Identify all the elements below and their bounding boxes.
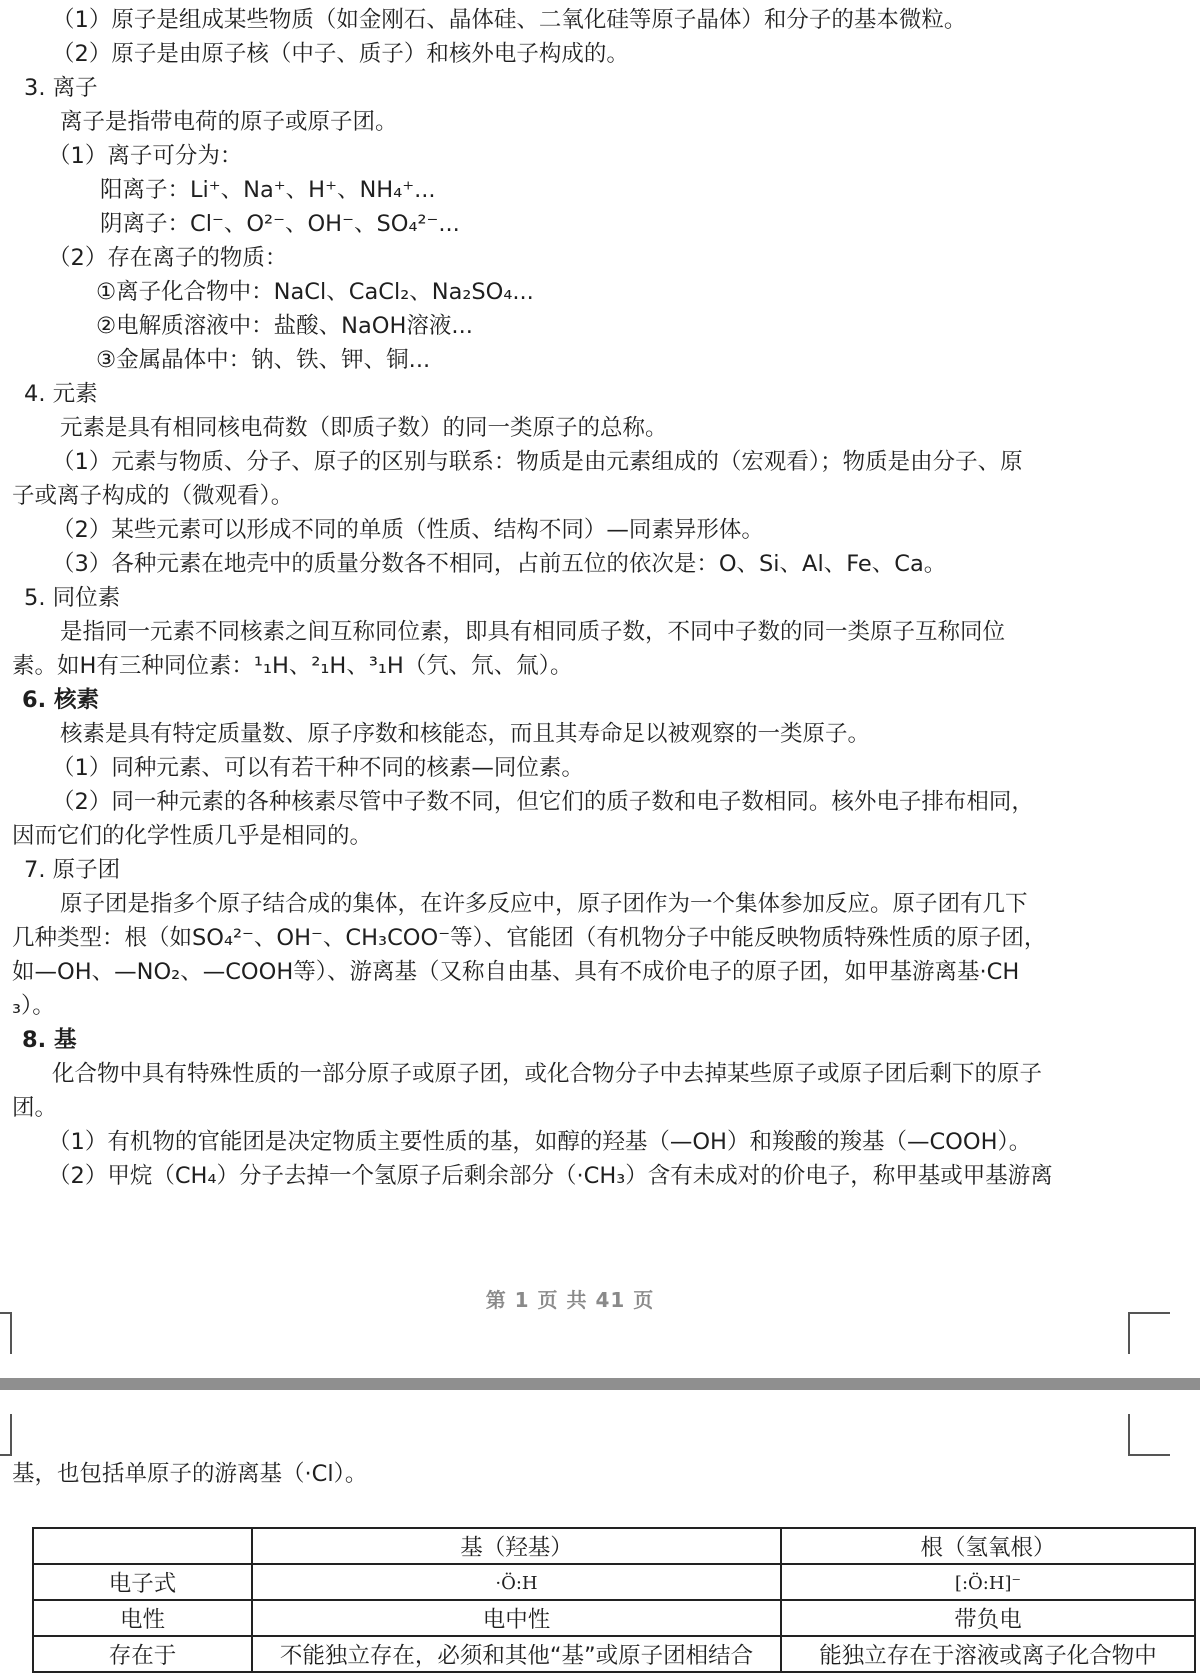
table-header-cell: 基（羟基）	[252, 1528, 781, 1564]
table-row	[33, 1600, 1195, 1636]
text-line: 如—OH、—NO₂、—COOH等）、游离基（又称自由基、具有不成价电子的原子团，如甲基游离基·CH	[12, 959, 1020, 985]
text-line: 阳离子：Li⁺、Na⁺、H⁺、NH₄⁺...	[100, 177, 436, 203]
table-cell: 能独立存在于溶液或离子化合物中	[781, 1636, 1195, 1672]
table-header-cell	[33, 1528, 252, 1564]
row-label: 电子式	[33, 1564, 252, 1600]
table-row	[33, 1636, 1195, 1672]
text-line: ②电解质溶液中：盐酸、NaOH溶液...	[96, 313, 473, 339]
section-heading: 7. 原子团	[24, 857, 121, 883]
text-line: 离子是指带电荷的原子或原子团。	[60, 109, 398, 135]
section-heading: 8. 基	[22, 1027, 77, 1053]
page-number: 第 1 页 共 41 页	[485, 1288, 655, 1312]
text-line: （1）同种元素、可以有若干种不同的核素—同位素。	[52, 755, 584, 781]
crop-mark	[1128, 1312, 1170, 1354]
text-line: 是指同一元素不同核素之间互称同位素，即具有相同质子数，不同中子数的同一类原子互称同位	[60, 619, 1006, 645]
text-line: （1）元素与物质、分子、原子的区别与联系：物质是由元素组成的（宏观看）；物质是由分子、原	[52, 449, 1023, 475]
text-line: （2）某些元素可以形成不同的单质（性质、结构不同）—同素异形体。	[52, 517, 764, 543]
text-line: （1）离子可分为：	[48, 143, 243, 169]
text-line: （2）甲烷（CH₄）分子去掉一个氢原子后剩余部分（·CH₃）含有未成对的价电子，称甲基或甲基游离	[48, 1163, 1053, 1189]
text-line: （2）同一种元素的各种核素尽管中子数不同，但它们的质子数和电子数相同。核外电子排布相同，	[52, 789, 1034, 815]
table-header-row	[33, 1528, 1195, 1564]
comparison-table	[32, 1527, 1196, 1673]
crop-mark	[0, 1312, 12, 1354]
text-line: 因而它们的化学性质几乎是相同的。	[12, 823, 373, 849]
table-cell: 不能独立存在，必须和其他“基”或原子团相结合	[252, 1636, 781, 1672]
text-line: 几种类型：根（如SO₄²⁻、OH⁻、CH₃COO⁻等）、官能团（有机物分子中能反映物质特殊性质的原子团，	[12, 925, 1047, 951]
section-heading: 4. 元素	[24, 381, 98, 407]
text-line: 元素是具有相同核电荷数（即质子数）的同一类原子的总称。	[60, 415, 668, 441]
table-cell	[781, 1564, 1195, 1600]
text-line: 化合物中具有特殊性质的一部分原子或原子团，或化合物分子中去掉某些原子或原子团后剩下的原子	[52, 1061, 1043, 1087]
text-line: （1）原子是组成某些物质（如金刚石、晶体硅、二氧化硅等原子晶体）和分子的基本微粒。	[52, 7, 967, 33]
table-row	[33, 1564, 1195, 1600]
text-line: 阴离子：Cl⁻、O²⁻、OH⁻、SO₄²⁻...	[100, 211, 460, 237]
text-line: 团。	[12, 1095, 58, 1121]
text-line: （3）各种元素在地壳中的质量分数各不相同，占前五位的依次是：O、Si、Al、Fe、Ca。	[52, 551, 947, 577]
text-line: ₃）。	[12, 993, 55, 1019]
text-line: 子或离子构成的（微观看）。	[12, 483, 294, 509]
text-line: 素。如H有三种同位素：¹₁H、²₁H、³₁H（氕、氘、氚）。	[12, 653, 573, 679]
text-line: （1）有机物的官能团是决定物质主要性质的基，如醇的羟基（—OH）和羧酸的羧基（—COOH）。	[48, 1129, 1032, 1155]
table-cell: 带负电	[781, 1600, 1195, 1636]
text-line: 原子团是指多个原子结合成的集体，在许多反应中，原子团作为一个集体参加反应。原子团有几下	[60, 891, 1028, 917]
text-line: 核素是具有特定质量数、原子序数和核能态，而且其寿命足以被观察的一类原子。	[60, 721, 871, 747]
text-line: 基，也包括单原子的游离基（·Cl）。	[12, 1461, 368, 1487]
text-line: ③金属晶体中：钠、铁、钾、铜...	[96, 347, 431, 373]
crop-mark	[0, 1414, 12, 1456]
electron-formula: ·Ö:H	[495, 1573, 538, 1594]
section-heading: 3. 离子	[24, 75, 98, 101]
text-line: （2）存在离子的物质：	[48, 245, 288, 271]
electron-formula: [:Ö:H]⁻	[954, 1573, 1022, 1594]
text-line: ①离子化合物中：NaCl、CaCl₂、Na₂SO₄...	[96, 279, 534, 305]
page-divider	[0, 1378, 1200, 1390]
section-heading: 6. 核素	[22, 687, 100, 713]
crop-mark	[1128, 1414, 1170, 1456]
section-heading: 5. 同位素	[24, 585, 121, 611]
text-line: （2）原子是由原子核（中子、质子）和核外电子构成的。	[52, 41, 629, 67]
table-cell: 电中性	[252, 1600, 781, 1636]
row-label: 存在于	[33, 1636, 252, 1672]
table-cell	[252, 1564, 781, 1600]
table-header-cell: 根（氢氧根）	[781, 1528, 1195, 1564]
row-label: 电性	[33, 1600, 252, 1636]
